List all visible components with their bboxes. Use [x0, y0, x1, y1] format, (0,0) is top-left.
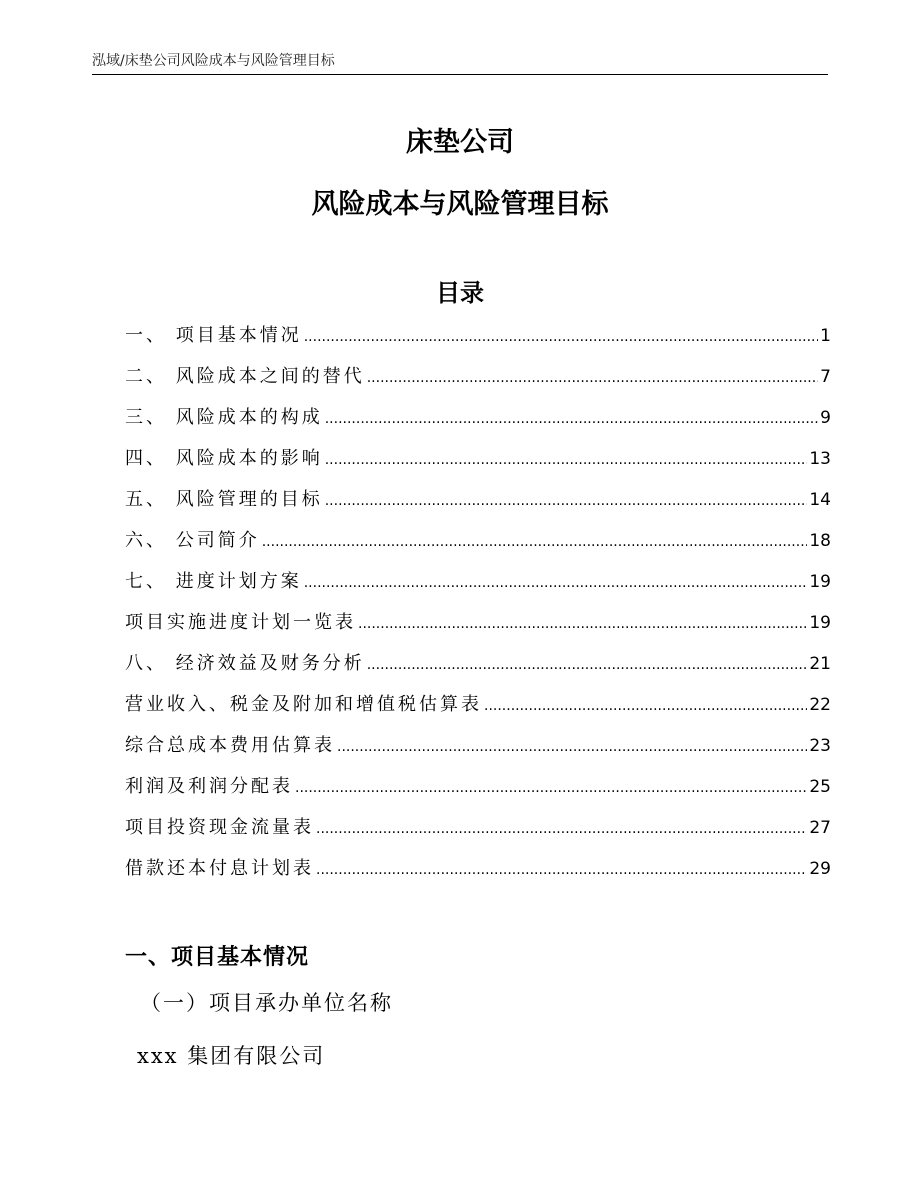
toc-leader-dots: [316, 821, 807, 837]
organization-name: xxx 集团有限公司: [137, 1044, 326, 1068]
toc-entry[interactable]: [125, 526, 831, 567]
company-title: 床垫公司: [406, 127, 514, 158]
toc-entry-page: 21: [809, 654, 831, 674]
toc-entry-label: 营业收入、税金及附加和增值税估算表: [125, 694, 482, 715]
toc-entry-page: 29: [809, 859, 831, 879]
toc-entry-page: 19: [809, 572, 831, 592]
table-of-contents: [125, 321, 831, 895]
toc-entry[interactable]: [125, 772, 831, 813]
toc-leader-dots: [484, 698, 807, 714]
toc-entry-label: 六、 公司简介: [125, 530, 260, 551]
toc-entry[interactable]: [125, 608, 831, 649]
toc-leader-dots: [337, 739, 807, 755]
toc-entry-page: 19: [809, 613, 831, 633]
toc-entry-label: 四、 风险成本的影响: [125, 448, 323, 469]
toc-entry-page: 18: [809, 531, 831, 551]
toc-entry-label: 三、 风险成本的构成: [125, 407, 323, 428]
toc-entry[interactable]: [125, 362, 831, 403]
running-header: 泓域/床垫公司风险成本与风险管理目标: [92, 53, 335, 69]
document-title: 风险成本与风险管理目标: [311, 189, 609, 220]
toc-leader-dots: [367, 657, 808, 673]
toc-entry-label: 借款还本付息计划表: [125, 858, 314, 879]
toc-entry-label: 项目投资现金流量表: [125, 817, 314, 838]
toc-entry-page: 13: [809, 449, 831, 469]
toc-entry-page: 9: [820, 408, 831, 428]
toc-entry[interactable]: [125, 649, 831, 690]
toc-entry-label: 利润及利润分配表: [125, 776, 293, 797]
toc-leader-dots: [325, 493, 808, 509]
toc-leader-dots: [295, 780, 807, 796]
toc-leader-dots: [367, 370, 818, 386]
toc-entry[interactable]: [125, 854, 831, 895]
toc-entry-page: 23: [809, 736, 831, 756]
toc-leader-dots: [316, 862, 807, 878]
toc-entry[interactable]: [125, 567, 831, 608]
toc-entry-label: 综合总成本费用估算表: [125, 735, 335, 756]
toc-entry-label: 一、 项目基本情况: [125, 325, 302, 346]
toc-entry-label: 项目实施进度计划一览表: [125, 612, 356, 633]
toc-heading: 目录: [436, 279, 484, 307]
toc-entry[interactable]: [125, 403, 831, 444]
toc-leader-dots: [262, 534, 808, 550]
toc-entry-page: 25: [809, 777, 831, 797]
toc-leader-dots: [358, 616, 807, 632]
toc-entry[interactable]: [125, 321, 831, 362]
toc-leader-dots: [304, 575, 808, 591]
toc-entry-label: 七、 进度计划方案: [125, 571, 302, 592]
toc-entry-page: 22: [809, 695, 831, 715]
toc-entry[interactable]: [125, 444, 831, 485]
toc-entry-label: 八、 经济效益及财务分析: [125, 653, 365, 674]
toc-entry[interactable]: [125, 813, 831, 854]
toc-entry[interactable]: [125, 731, 831, 772]
toc-entry[interactable]: [125, 485, 831, 526]
toc-entry[interactable]: [125, 690, 831, 731]
toc-leader-dots: [304, 329, 818, 345]
toc-entry-label: 二、 风险成本之间的替代: [125, 366, 365, 387]
header-divider: [92, 74, 828, 75]
subsection-heading: （一）项目承办单位名称: [140, 991, 393, 1015]
toc-entry-page: 27: [809, 818, 831, 838]
toc-entry-label: 五、 风险管理的目标: [125, 489, 323, 510]
toc-leader-dots: [325, 452, 808, 468]
section-heading: 一、项目基本情况: [125, 945, 310, 970]
toc-entry-page: 14: [809, 490, 831, 510]
toc-entry-page: 1: [820, 326, 831, 346]
toc-leader-dots: [325, 411, 818, 427]
toc-entry-page: 7: [820, 367, 831, 387]
